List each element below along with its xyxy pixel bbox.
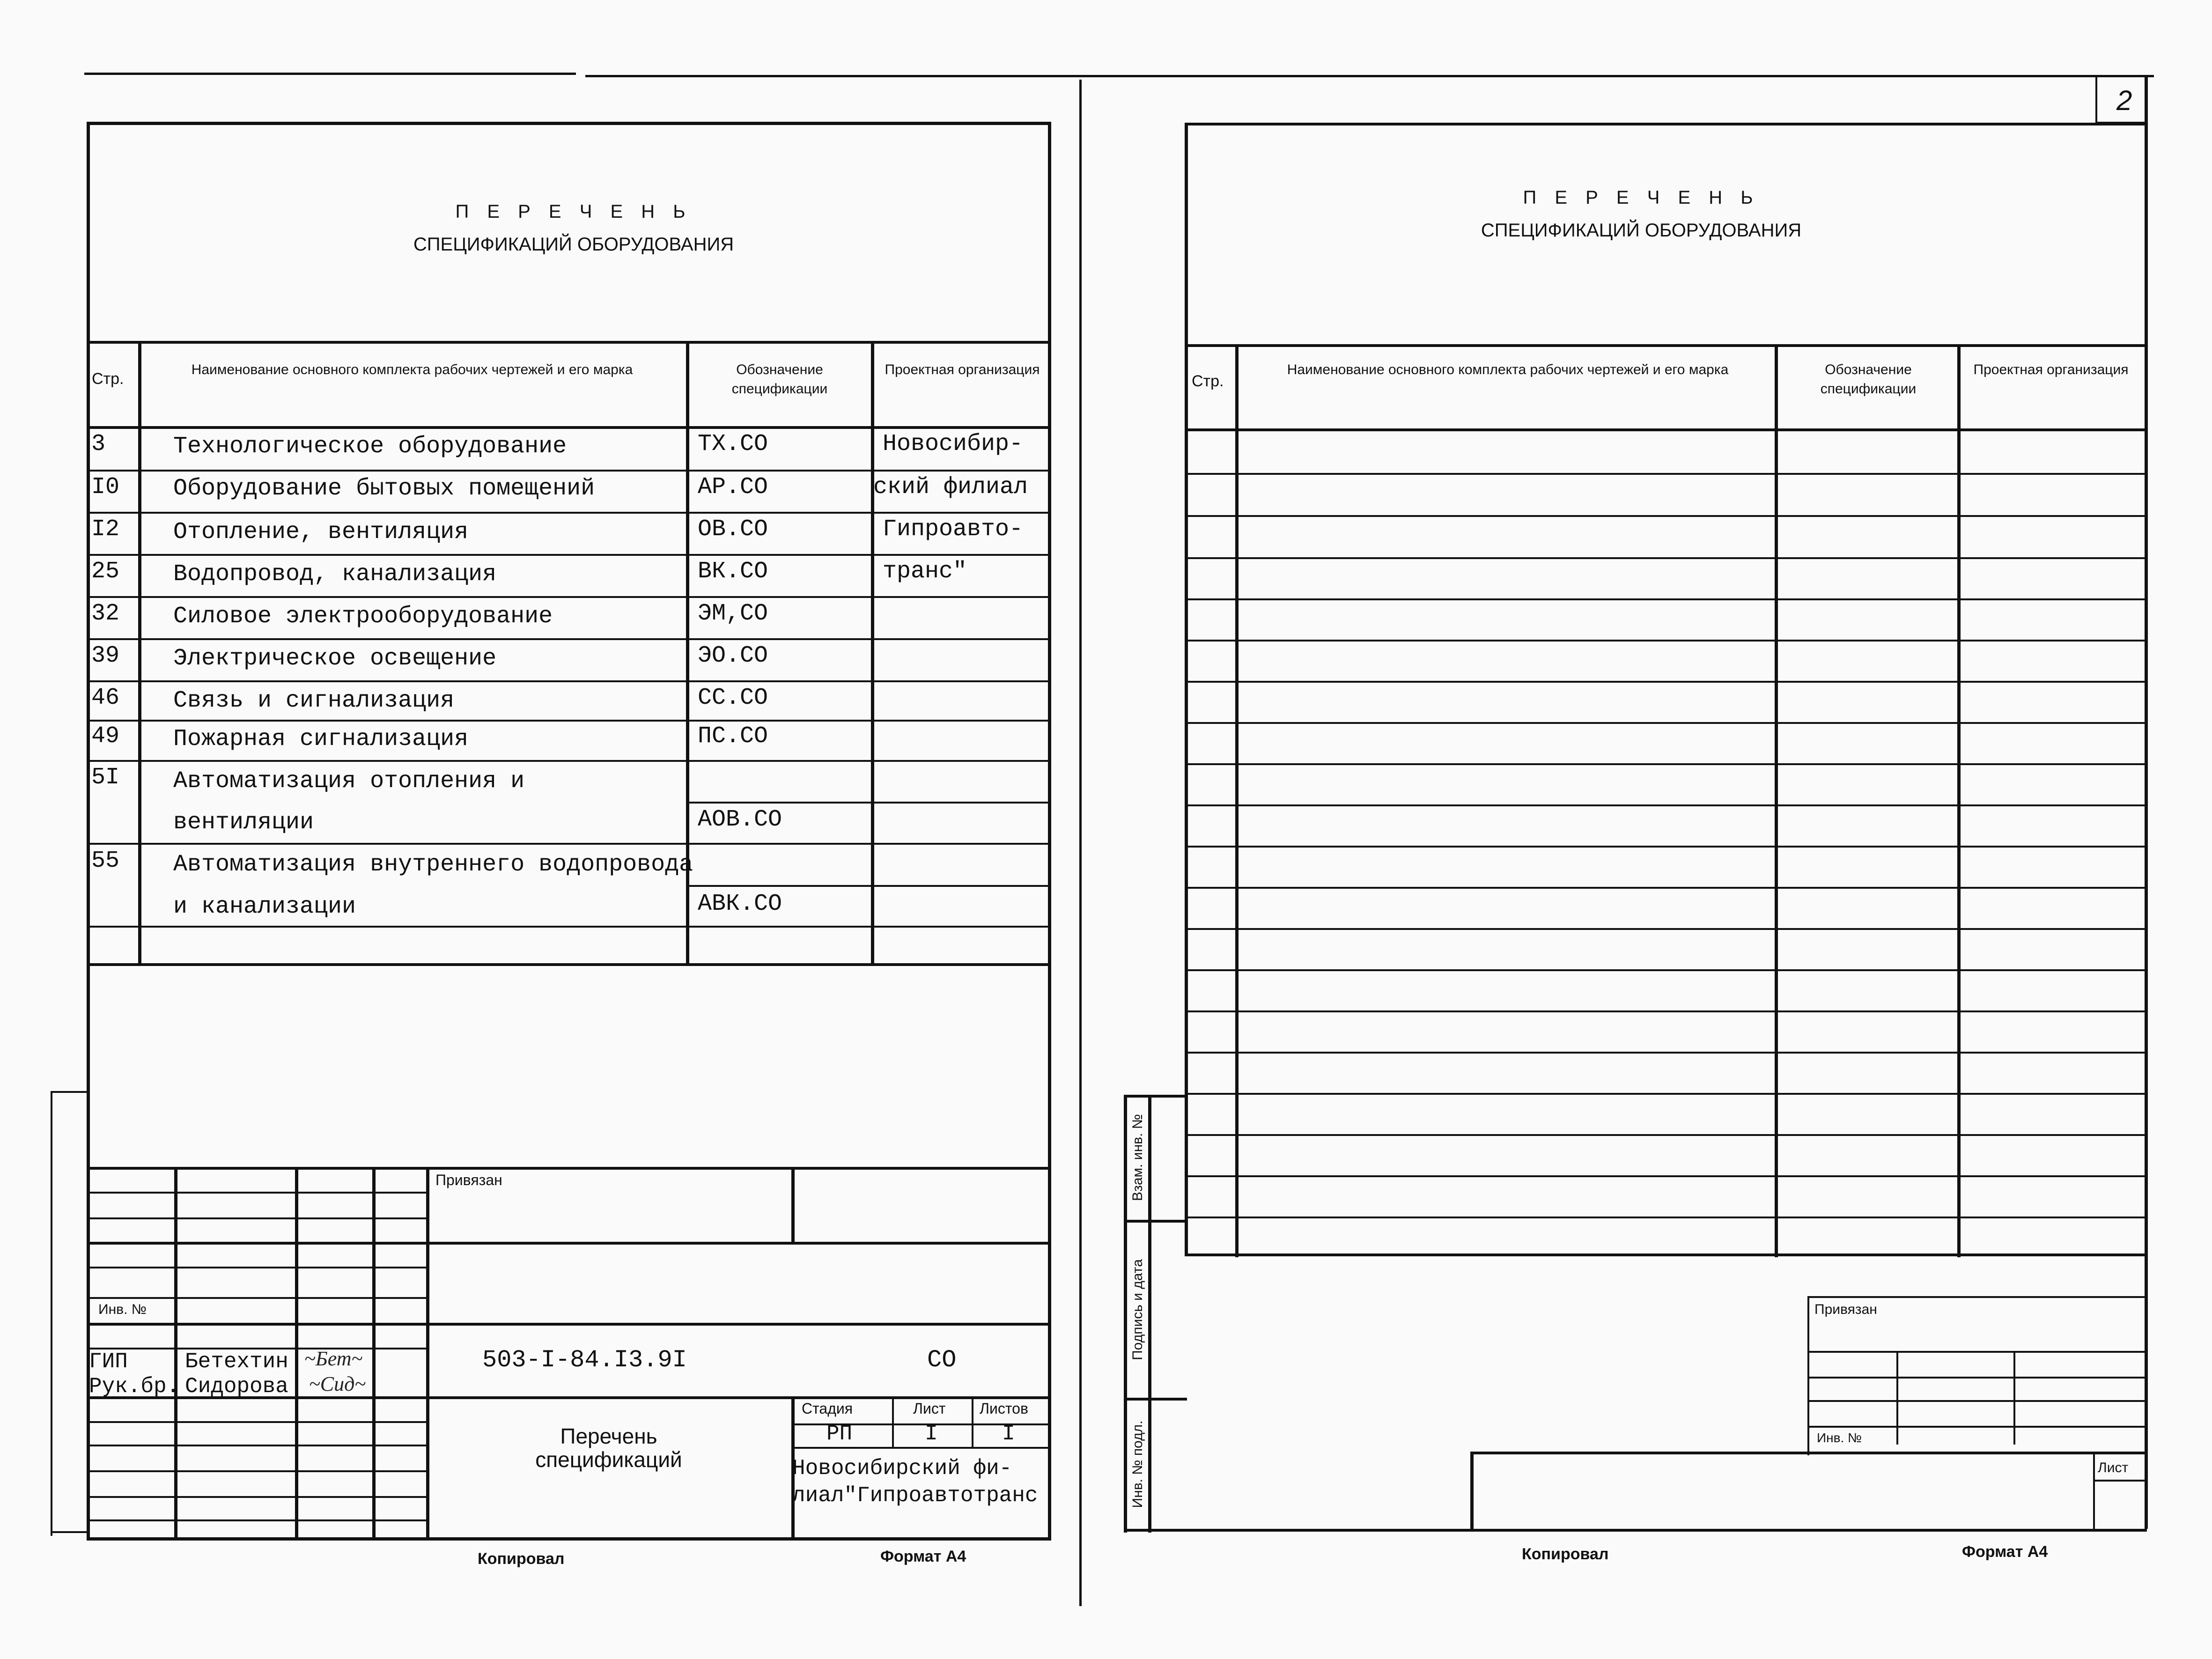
right-row-line [1185,928,2145,930]
side-label-vzam: Взам. инв. № [1130,1114,1145,1201]
row-line [87,720,1051,722]
side-strip-line [1124,1398,1187,1401]
stamp-line [87,1217,428,1219]
stamp-sheet-value: I [925,1422,938,1446]
row-line [688,802,1051,804]
right-row-line [1185,1134,2145,1136]
stamp-role-gip: ГИП [89,1349,128,1374]
row-page: 5I [91,764,120,791]
right-col-header-designation: Обозначение спецификации [1820,362,1917,397]
row-name: Отопление, вентиляция [173,519,469,546]
row-page: 25 [91,558,120,585]
stamp-privyazan: Привязан [435,1172,502,1188]
right-col-line [1775,344,1778,1257]
row-page: 3 [91,431,106,457]
row-page: 49 [91,723,120,750]
stamp-sheets-label: Листов [980,1400,1028,1417]
stamp-stage-label: Стадия [802,1400,853,1417]
row-org: ский филиал [873,474,1028,501]
right-stamp-inv-no: Инв. № [1817,1430,1862,1445]
right-stamp-line [1807,1377,2145,1379]
col-header-organization: Проектная организация [885,362,1040,377]
row-page: 32 [91,600,120,627]
stamp-line [87,1297,428,1299]
stamp-person-1: Бетехтин [185,1349,288,1374]
right-col-header-organization: Проектная организация [1973,362,2129,377]
row-code: АОВ.СО [698,806,782,833]
side-label-inv-podl: Инв. № подл. [1130,1420,1145,1508]
row-code: ТХ.СО [698,431,768,457]
stamp-inv-no: Инв. № [98,1302,147,1317]
right-footer-copied: Копировал [1522,1545,1609,1563]
row-code: АР.СО [698,474,768,501]
row-line [87,554,1051,556]
row-code: ЭО.СО [698,642,768,669]
right-col-header-page: Стр. [1192,372,1224,390]
right-table-header-line [1185,428,2145,431]
stamp-doc-number: 503-I-84.I3.9I [482,1346,687,1374]
right-row-line [1185,1010,2145,1012]
right-row-line [1185,598,2145,600]
table-header-line [87,426,1051,429]
right-row-line [1185,1217,2145,1218]
right-row-line [1185,722,2145,724]
row-line [87,680,1051,682]
stamp-line [87,1242,1051,1245]
stamp-stage-value: РП [826,1422,853,1446]
stamp-line [87,1267,428,1268]
side-strip-right [1148,1095,1151,1533]
stamp-col [372,1167,376,1541]
col-header-name: Наименование основного комплекта рабочих чертежей и его марка [191,362,633,377]
right-row-line [1185,473,2145,475]
row-line [87,596,1051,598]
stamp-col [174,1167,177,1541]
right-bottom-block-left [1470,1452,1474,1531]
right-col-line [1957,344,1961,1257]
right-bottom-block-line [2093,1480,2145,1482]
right-table-top [1185,344,2145,347]
row-line [87,470,1051,472]
right-row-line [1185,887,2145,889]
right-row-line [1185,681,2145,683]
right-stamp-col [2013,1351,2015,1445]
row-code: ОВ.СО [698,516,768,543]
right-outer-border [2145,77,2148,1529]
stamp-doc-title-1: Перечень [560,1424,657,1448]
row-line [688,885,1051,887]
row-name: Электрическое освещение [173,645,497,672]
right-row-line [1185,763,2145,765]
margin-tick [51,1531,88,1533]
right-stamp-line [1807,1400,2145,1402]
stamp-col [791,1167,795,1244]
col-line [138,341,141,965]
row-name: Автоматизация внутреннего водопровода [173,851,693,878]
right-subtitle: СПЕЦИФИКАЦИЙ ОБОРУДОВАНИЯ [1481,220,1802,241]
stamp-line [87,1323,1051,1326]
row-code: ЭМ,СО [698,600,768,627]
row-line [87,926,1051,928]
row-org: Гипроавто- [883,516,1024,543]
right-footer-format: Формат А4 [1962,1543,2048,1561]
right-stamp-line [1807,1351,2145,1353]
right-row-line [1185,640,2145,641]
row-name: Оборудование бытовых помещений [173,475,595,502]
row-page: I0 [91,474,120,501]
right-stamp-col [1896,1351,1898,1445]
signature-2: ~Сид~ [309,1372,366,1395]
right-row-line [1185,846,2145,848]
stamp-line [87,1519,428,1521]
row-page: 55 [91,848,120,874]
side-strip-line [1124,1095,1187,1098]
right-row-line [1185,804,2145,806]
row-code: ПС.СО [698,723,768,750]
row-page: I2 [91,516,120,543]
right-col-line [1235,344,1239,1257]
row-name: Автоматизация отопления и [173,768,525,795]
right-stamp-privyazan: Привязан [1814,1302,1877,1317]
stamp-doc-title-2: спецификаций [535,1447,682,1472]
table-top-line [87,341,1051,344]
row-name: Связь и сигнализация [173,687,455,714]
col-header-page: Стр. [92,370,124,388]
row-page: 46 [91,685,120,711]
stamp-line [87,1421,428,1423]
stamp-col [426,1167,429,1541]
right-row-line [1185,557,2145,559]
row-name: Силовое электрооборудование [173,603,553,630]
right-row-line [1185,1093,2145,1095]
margin-tick [51,1091,88,1093]
row-line [87,512,1051,514]
row-page: 39 [91,642,120,669]
row-code: АВК.СО [698,891,782,917]
row-org: транс" [883,558,967,585]
left-subtitle: СПЕЦИФИКАЦИЙ ОБОРУДОВАНИЯ [413,234,734,255]
right-stamp-list: Лист [2098,1460,2129,1475]
row-name: Пожарная сигнализация [173,726,469,752]
side-label-podpis: Подпись и дата [1130,1259,1145,1360]
right-sheet-top [1185,123,2145,125]
side-strip-line [1124,1220,1187,1223]
top-edge-line [84,73,576,75]
stamp-line [87,1445,428,1446]
row-org: Новосибир- [883,431,1024,457]
stamp-line [87,1192,428,1194]
col-header-designation: Обозначение спецификации [731,362,828,397]
stamp-line [87,1496,428,1498]
stamp-line [791,1447,1051,1449]
stamp-person-2: Сидорова [185,1374,288,1399]
left-footer-format: Формат А4 [880,1548,966,1565]
right-sheet-bottom [1124,1529,2147,1532]
right-col-header-name: Наименование основного комплекта рабочих чертежей и его марка [1287,362,1729,377]
stamp-top-line [87,1167,1051,1170]
stamp-sheet-label: Лист [913,1400,946,1417]
row-line [87,843,1051,845]
stamp-line [87,1470,428,1472]
row-line [87,760,1051,762]
right-row-line [1185,515,2145,517]
signature-1: ~Бет~ [304,1347,363,1370]
stamp-col [972,1396,973,1448]
stamp-col [892,1396,894,1448]
stamp-org-1: Новосибирский фи- [792,1456,1012,1481]
right-sheet-left [1185,123,1188,1253]
margin-tick [51,1091,52,1536]
row-name: и канализации [173,893,356,920]
stamp-col [295,1167,298,1541]
right-table-bottom [1185,1253,2145,1256]
row-code: СС.СО [698,685,768,711]
sheet-number: 2 [2116,85,2132,116]
right-stamp-col [1807,1296,1809,1455]
stamp-doc-code: СО [927,1346,957,1374]
right-row-line [1185,969,2145,971]
row-line [87,638,1051,640]
row-name: Водопровод, канализация [173,561,497,588]
stamp-org-2: лиал"Гипроавтотранс [792,1483,1038,1508]
left-footer-copied: Копировал [478,1550,565,1568]
col-line [871,341,874,965]
stamp-role-rukbr: Рук.бр. [89,1374,180,1399]
right-bottom-block-top [1470,1452,2145,1454]
center-fold-line [1079,80,1082,1606]
table-bottom-line [87,963,1051,966]
right-row-line [1185,1052,2145,1054]
right-row-line [1185,1175,2145,1177]
stamp-sheets-value: I [1002,1422,1015,1446]
right-edge-line [2095,77,2097,124]
right-stamp-line [1807,1296,2145,1298]
row-code: ВК.СО [698,558,768,585]
right-bottom-block-col [2093,1452,2095,1531]
top-edge-line [585,75,2154,77]
row-name: Технологическое оборудование [173,433,567,460]
side-strip-left [1124,1095,1127,1533]
right-stamp-line [1807,1426,2145,1428]
row-name: вентиляции [173,809,314,836]
left-title: П Е Р Е Ч Е Н Ь [455,201,692,222]
right-title: П Е Р Е Ч Е Н Ь [1523,187,1760,208]
